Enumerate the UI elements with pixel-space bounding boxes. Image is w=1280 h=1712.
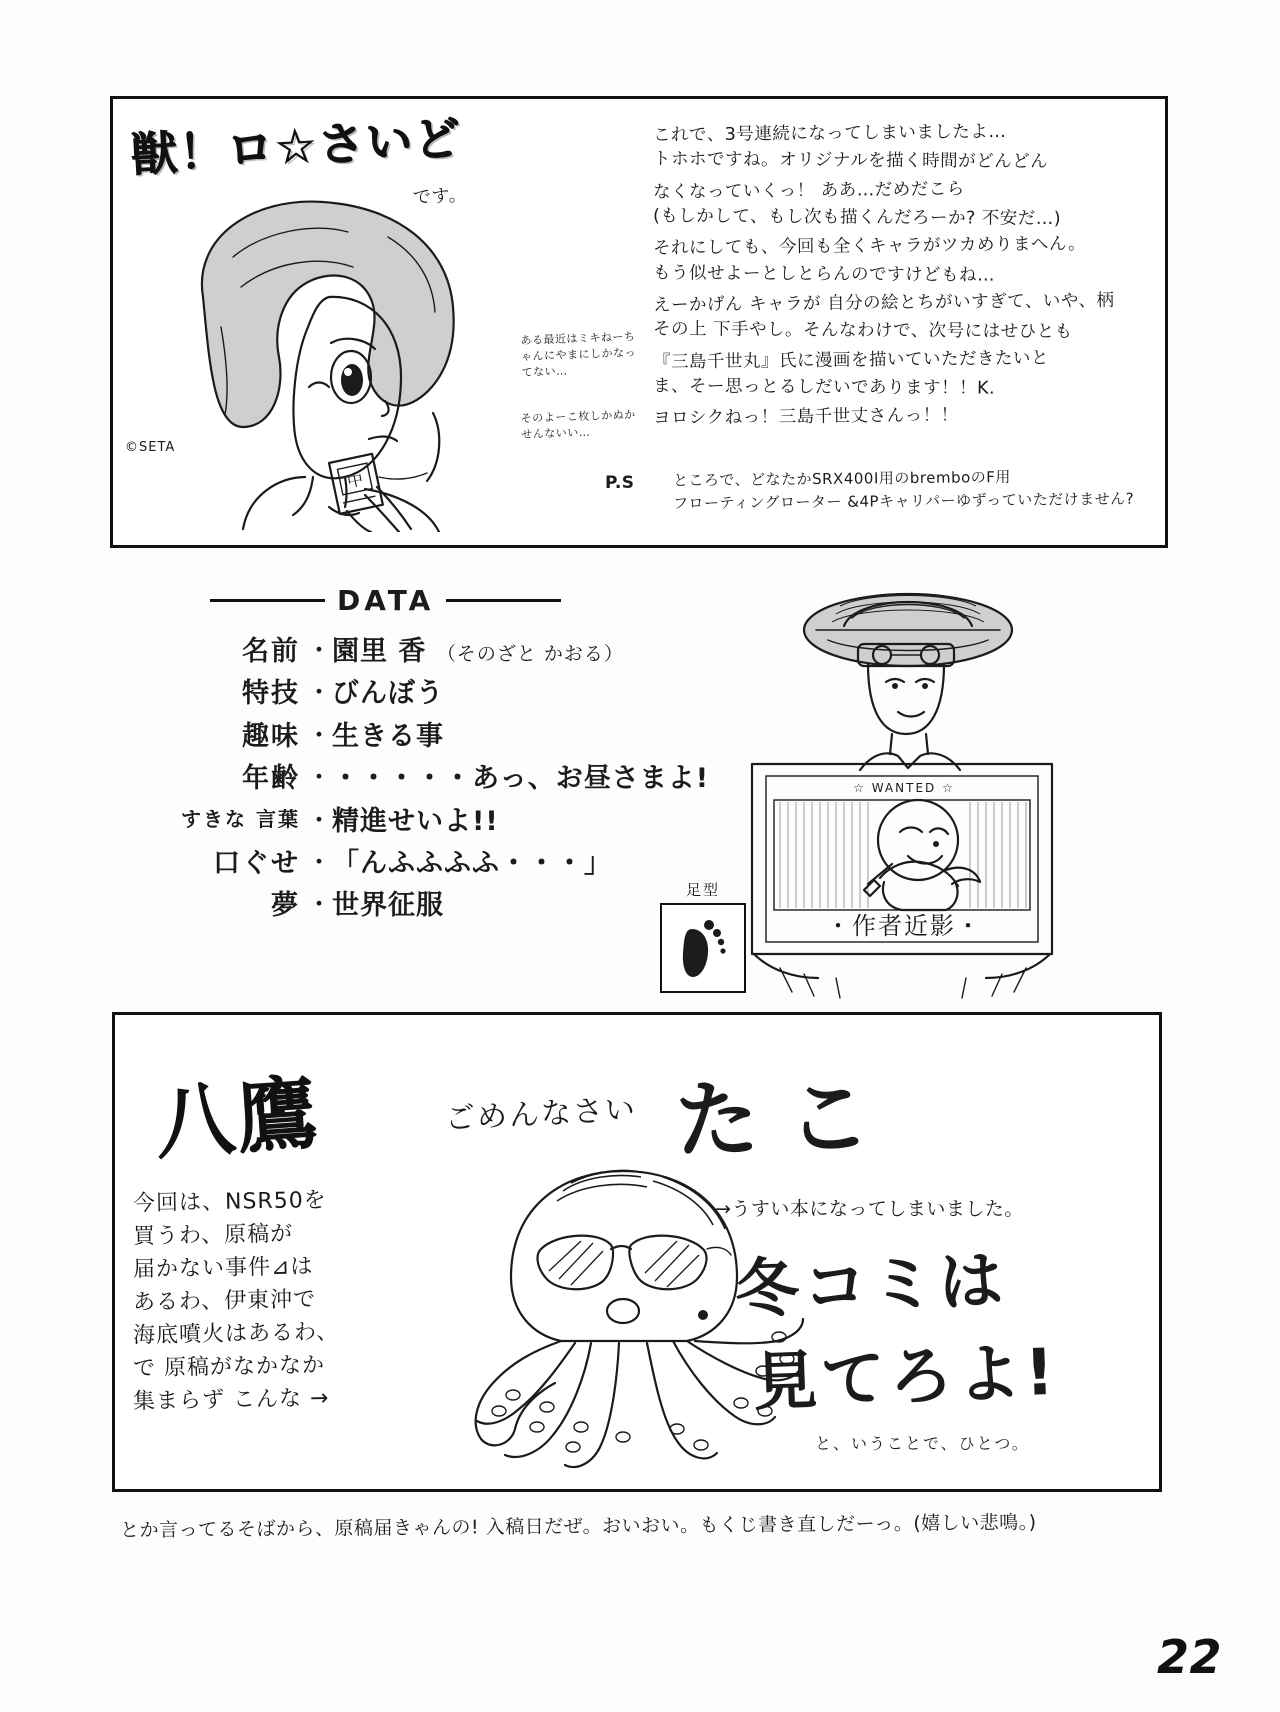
data-row-separator: ・ — [306, 635, 333, 666]
author-portrait-illustration — [740, 578, 1080, 1008]
message-line: ヨロシクねっ！三島千世丈さんっ！！ — [652, 405, 959, 430]
bottom-title-left: 八鷹 — [151, 1066, 323, 1171]
artist-credit: ©SETA — [125, 440, 176, 455]
page-number: 22 — [1156, 1629, 1222, 1684]
footprint-figure — [660, 880, 746, 993]
data-row-separator: ・ — [306, 678, 333, 709]
data-heading-rule-right — [446, 599, 561, 602]
data-row — [150, 804, 730, 840]
portrait-side-note-1: ある最近はミキねーちゃんにやまにしかなってない… — [520, 330, 637, 379]
message-line: (もしかして、もし次も描くんだろーか? 不安だ…) — [652, 206, 1062, 230]
footprint-box — [660, 903, 746, 993]
data-row — [150, 719, 730, 755]
message-line: その上 下手やし。そんなわけで、次号にはせひとも — [652, 319, 1073, 343]
author-message-body — [653, 119, 1153, 431]
svg-text:☆ WANTED ☆: ☆ WANTED ☆ — [853, 781, 955, 795]
bottom-left-line: 集まらず こんな → — [132, 1385, 330, 1415]
message-line: 『三島千世丸』氏に漫画を描いていただきたいと — [652, 348, 1050, 373]
svg-text:・作者近影・: ・作者近影・ — [826, 912, 982, 940]
data-row-value: 「んふふふふ・・・」 — [332, 847, 612, 879]
data-row-separator: ・ — [306, 890, 333, 921]
bottom-left-line: 買うわ、原稿が — [132, 1221, 294, 1250]
data-row — [150, 634, 730, 670]
data-row-separator: ・ — [306, 847, 333, 878]
bottom-comic-panel — [112, 1012, 1162, 1492]
data-row-key: 夢 — [271, 890, 300, 922]
bottom-left-line: 届かない事件⊿は — [132, 1254, 314, 1283]
top-comic-panel — [110, 96, 1168, 548]
data-row — [150, 761, 730, 797]
message-line: ま、そー思っとるしだいであります！！K. — [652, 376, 996, 399]
message-line: なくなっていくっ！ ああ…だめだこら — [652, 179, 965, 203]
data-row — [150, 888, 730, 924]
data-row-value: 精進せいよ!! — [332, 805, 499, 837]
apology-text: ごめんなさい — [444, 1092, 638, 1138]
bottom-left-line: 海底噴火はあるわ、 — [132, 1319, 340, 1349]
page-bottom-note: とか言ってるそばから、原稿届きゃんの! 入稿日だぜ。おいおい。もくじ書き直しだーっ。(嬉しい悲鳴。) — [119, 1511, 1037, 1542]
data-row-key: すきな 言葉 — [181, 806, 300, 831]
postscript-line: ところで、どなたかSRX400I用のbremboのF用 — [672, 467, 1011, 490]
data-row-value: 生きる事 — [332, 720, 444, 752]
data-row-key: 口ぐせ — [213, 847, 300, 879]
data-row-key: 年齢 — [242, 763, 300, 795]
data-row-value: びんぼう — [332, 678, 444, 710]
data-row-value-reading: （そのざと かおる） — [436, 642, 624, 665]
panel-logo-title: 獣！ロ☆さいど — [129, 110, 464, 182]
postscript-label: P.S — [605, 473, 635, 493]
postscript-line: フローティングローター &4Pキャリパーゆずっていただけません? — [672, 489, 1135, 513]
data-row-value: 世界征服 — [332, 890, 444, 922]
winter-comiket-slogan-line1: 冬コミは — [733, 1244, 1009, 1328]
message-line: もう似せよーとしとらんのですけどもね… — [652, 262, 996, 286]
panel-logo-subtitle: です。 — [412, 184, 468, 209]
character-portrait-illustration — [133, 177, 533, 532]
message-line: えーかげん キャラが 自分の絵とちがいすぎて、いや、柄 — [652, 290, 1115, 316]
data-heading-label: DATA — [337, 584, 435, 617]
character-data-block — [150, 582, 730, 931]
data-row-key: 特技 — [242, 678, 300, 710]
bottom-left-message — [133, 1185, 403, 1416]
data-row — [150, 676, 730, 712]
bottom-left-line: 今回は、NSR50を — [132, 1187, 327, 1217]
svg-text:中: 中 — [345, 469, 366, 492]
data-row-separator: ・ — [306, 805, 333, 836]
slogan-footnote: と、いうことで、ひとつ。 — [815, 1434, 1030, 1453]
data-heading-rule-left — [210, 599, 325, 602]
data-row-value — [332, 634, 624, 670]
message-line: これで、3号連続になってしまいましたよ… — [652, 121, 1007, 146]
footprint-label: 足型 — [685, 881, 720, 899]
message-line: それにしても、今回も全くキャラがツカめりまへん。 — [652, 234, 1087, 259]
winter-comiket-slogan-line2: 見てろよ! — [751, 1335, 1060, 1421]
data-row-key: 名前 — [242, 635, 300, 667]
bottom-title-right: たこ — [674, 1068, 900, 1170]
octopus-illustration — [415, 1145, 835, 1475]
data-rows — [150, 634, 730, 925]
data-row-separator: ・ — [306, 720, 333, 751]
message-line: トホホですね。オリジナルを描く時間がどんどん — [652, 149, 1049, 173]
postscript-text — [673, 467, 1153, 512]
data-row-key: 趣味 — [242, 720, 300, 752]
bottom-left-line: で 原稿がなかなか — [132, 1353, 326, 1382]
thin-book-note: →うすい本になってしまいました。 — [715, 1198, 1024, 1220]
data-heading — [210, 582, 730, 620]
data-row-value-main: 園里 香 — [332, 635, 427, 667]
portrait-side-note-2: そのよーこ枚しかぬかせんないい… — [520, 408, 636, 442]
data-row-separator: ・ — [306, 763, 333, 794]
data-row-value: ・・・・・あっ、お昼さまよ! — [332, 763, 710, 795]
data-row — [150, 846, 730, 882]
bottom-left-line: あるわ、伊東沖で — [132, 1287, 317, 1316]
